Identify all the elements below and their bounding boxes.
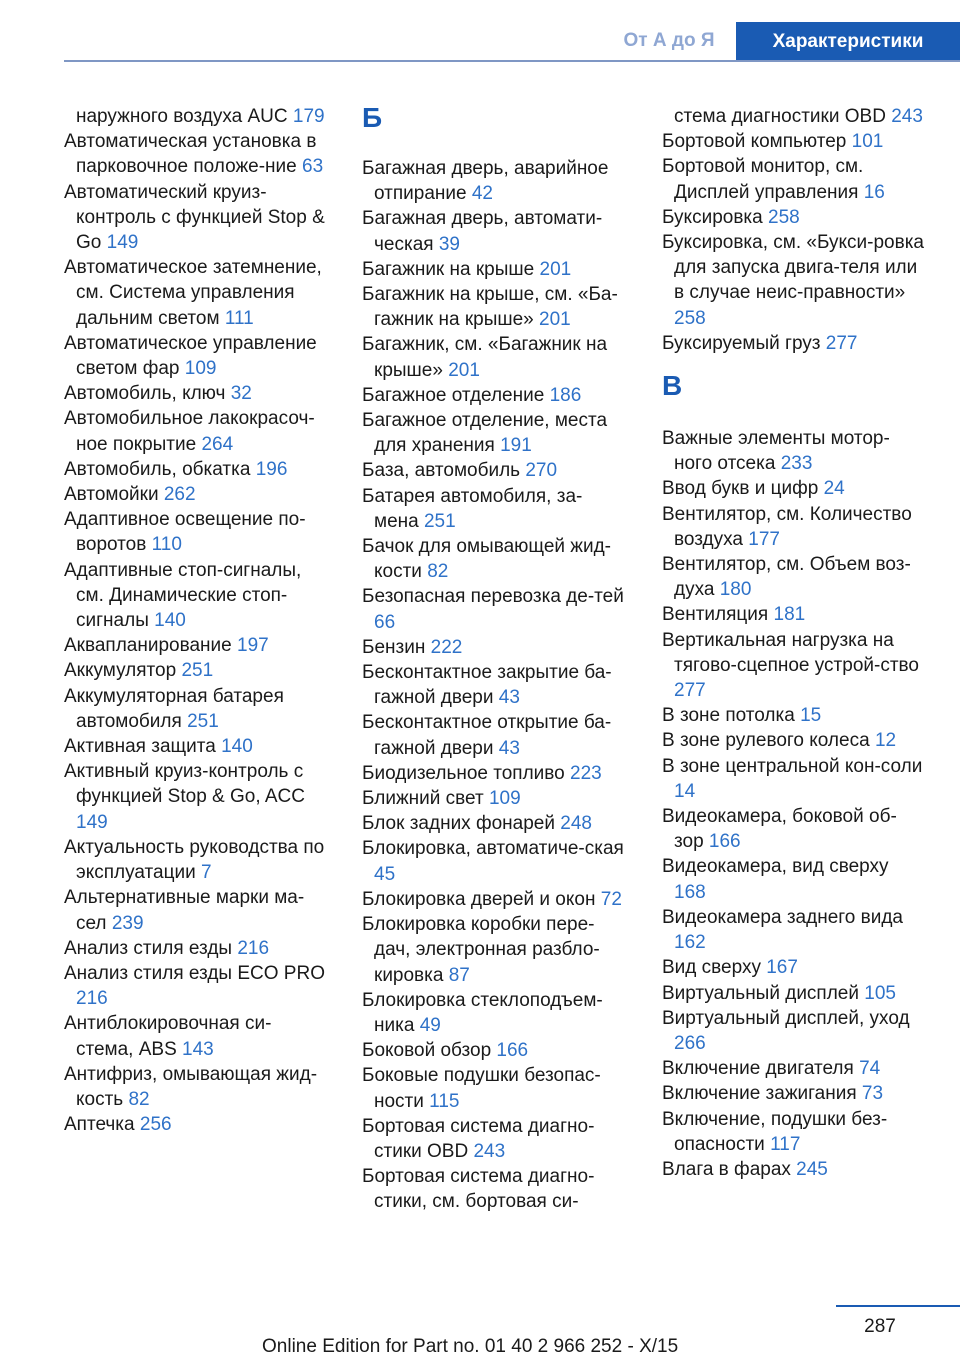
entry-term: Анализ стиля езды ECO PRO [64,962,325,984]
header-divider [64,60,960,62]
index-entry [662,1157,924,1182]
index-entry [662,502,924,552]
index-entry [362,484,624,534]
index-entry [64,558,326,634]
entry-page-link[interactable]: 149 [76,811,108,833]
entry-page-link[interactable]: 63 [302,156,324,178]
entry-term: Виртуальный дисплей, уход [662,1007,910,1029]
entry-term: Боковые подушки безопас-ности [362,1065,601,1112]
entry-term: Видеокамера, вид сверху [662,856,889,878]
entry-page-link[interactable]: 140 [154,610,186,632]
index-entry [64,633,326,658]
index-entry [662,728,924,753]
index-entry [662,955,924,980]
entry-term: В зоне потолка [662,705,795,727]
entry-term: Анализ стиля езды [64,937,233,959]
entry-term: Блокировка коробки пере-дач, электронная разбло-кировка [362,914,600,986]
entry-page-link[interactable]: 256 [139,1114,172,1136]
index-entry [362,1164,624,1214]
entry-term: Автоматическая установка в парковочное положе-ние [64,131,317,178]
entry-page-link[interactable]: 43 [498,687,520,709]
index-column-3 [662,104,924,1182]
section-letter-b: Б [362,102,383,133]
index-entry [662,552,924,602]
index-entry [662,205,924,230]
index-entry [362,458,624,483]
entry-page-link[interactable]: 162 [674,932,706,954]
entry-term: Влага в фарах [662,1158,791,1180]
entry-page-link[interactable]: 110 [151,534,182,556]
entry-page-link[interactable]: 32 [230,383,252,405]
entry-term: Безопасная перевозка де-тей [362,586,624,608]
index-entry [362,383,624,408]
index-entry [64,180,326,256]
entry-page-link[interactable]: 201 [448,359,480,381]
entry-page-link[interactable]: 277 [674,680,706,702]
index-entry [662,905,924,955]
entry-term: Активный круиз-контроль с функцией Stop & Go, ACC [64,761,305,808]
entry-page-link[interactable]: 109 [488,788,521,810]
index-entry [362,660,624,710]
entry-page-link[interactable]: 233 [780,453,813,475]
entry-term: Буксировка, см. «Букси-ровка для запуска двига-теля или в случае неис-правности» [662,232,925,304]
index-entry [662,1107,924,1157]
entry-page-link[interactable]: 277 [825,332,858,354]
entry-page-link[interactable]: 258 [674,307,706,329]
entry-term: Адаптивное освещение по-воротов [64,509,306,556]
index-entry [64,936,326,961]
index-entry [64,381,326,406]
entry-page-link[interactable]: 168 [674,881,706,903]
entry-page-link[interactable]: 14 [674,780,696,802]
entry-page-link[interactable]: 177 [748,528,780,550]
entry-page-link[interactable]: 222 [430,636,463,658]
entry-page-link[interactable]: 239 [111,912,144,934]
entry-term: Буксировка [662,206,763,228]
entry-page-link[interactable]: 166 [496,1040,529,1062]
entry-term: Батарея автомобиля, за-мена [362,485,583,532]
entry-term: Автомобиль, обкатка [64,458,251,480]
entry-page-link[interactable]: 43 [498,737,520,759]
entry-term: Видеокамера, боковой об-зор [662,806,897,853]
entry-page-link[interactable]: 216 [76,988,108,1010]
entry-term: Вертикальная нагрузка на тягово-сцепное устрой-ство [662,629,919,676]
entry-term: Багажник на крыше, см. «Ба-гажник на крыше» [362,284,618,331]
index-entry [362,408,624,458]
index-entry [662,230,924,331]
index-entry [64,658,326,683]
index-entry [662,981,924,1006]
index-entry [662,426,924,476]
entry-term: Видеокамера заднего вида [662,906,903,928]
footer-divider [836,1305,960,1307]
entry-page-link[interactable]: 16 [863,181,885,203]
index-entry [362,710,624,760]
entry-term: Альтернативные марки ма-сел [64,887,305,934]
entry-page-link[interactable]: 105 [864,982,896,1004]
entry-term: Автоматическое затемнение, см. Система управления дальним светом [64,257,322,329]
entry-term: Адаптивные стоп-сигналы, см. Динамические стоп-сигналы [64,559,302,632]
index-entry [662,804,924,854]
entry-term: Бортовая система диагно-стики, см. бортовая си- [362,1166,595,1213]
entry-page-link[interactable]: 179 [292,106,325,127]
index-entry [362,811,624,836]
entry-page-link[interactable]: 191 [500,435,532,457]
entry-page-link[interactable]: 87 [448,964,470,986]
entry-term: Антифриз, омывающая жид-кость [64,1063,318,1110]
entry-page-link[interactable]: 201 [539,258,572,280]
entry-page-link[interactable]: 251 [181,660,214,682]
entry-page-link[interactable]: 201 [539,309,571,331]
index-entry [64,507,326,557]
entry-page-link[interactable]: 82 [128,1088,150,1110]
entry-page-link[interactable]: 166 [708,831,741,853]
page-number: 287 [864,1316,896,1337]
index-entry [64,885,326,935]
index-entry [64,835,326,885]
index-entry [362,988,624,1038]
index-entry [662,129,924,154]
entry-term: В зоне центральной кон-соли [662,755,923,777]
entry-page-link[interactable]: 243 [473,1140,506,1162]
entry-page-link[interactable]: 196 [255,458,288,480]
index-entry [362,761,624,786]
entry-term: Аквапланирование [64,635,232,657]
entry-page-link[interactable]: 15 [800,705,822,727]
entry-page-link[interactable]: 73 [861,1083,884,1105]
index-column-2 [362,104,624,1215]
index-entry [64,482,326,507]
entry-page-link[interactable]: 140 [221,736,253,758]
entry-page-link[interactable]: 243 [891,106,923,127]
index-entry [662,1056,924,1081]
entry-term: Бортовой монитор, см. Дисплей управления [662,156,864,203]
entry-term: Автоматическое управление светом фар [64,332,317,380]
index-entry [362,786,624,811]
entry-term: Багажная дверь, аварийное отпирание [362,158,609,205]
entry-page-link[interactable]: 115 [429,1090,460,1112]
entry-term: Багажное отделение, места для хранения [362,410,608,457]
entry-term: Автомобиль, ключ [64,383,226,405]
entry-term: Важные элементы мотор-ного отсека [662,428,890,475]
entry-page-link[interactable]: 74 [859,1058,881,1080]
index-entry [362,534,624,584]
entry-term: Багажник, см. «Багажник на крыше» [362,334,608,381]
entry-term: Багажник на крыше [362,258,535,280]
entry-term: Ближний свет [362,788,484,810]
page-header [0,0,960,62]
index-entry [662,754,924,804]
entry-page-link[interactable]: 42 [471,183,493,205]
entry-term: стема диагностики OBD [674,106,886,127]
index-entry [64,1112,326,1137]
entry-term: Аккумулятор [64,660,177,682]
edition-footer: Online Edition for Part no. 01 40 2 966 252 - X/15 [262,1336,679,1357]
section-letter-v: В [662,370,683,402]
index-entry [64,1062,326,1112]
index-entry [64,255,326,331]
index-entry [662,854,924,904]
entry-term: Бензин [362,636,426,658]
entry-term: Ввод букв и цифр [662,478,819,500]
entry-term: Блокировка, автоматиче-ская [362,838,624,860]
entry-page-link[interactable]: 7 [200,862,212,884]
index-entry [362,584,624,634]
index-entry [64,457,326,482]
index-entry [64,129,326,179]
entry-term: Вид сверху [662,957,761,979]
entry-page-link[interactable]: 197 [237,635,269,657]
index-entry [362,257,624,282]
entry-term: Активная защита [64,736,216,758]
entry-term: Автоматический круиз-контроль с функцией Stop & Go [64,181,325,254]
entry-term: Блокировка стеклоподъем-ника [362,989,603,1036]
index-entry [362,282,624,332]
index-entry [662,154,924,204]
entry-term: Вентилятор, см. Количество воздуха [662,503,912,550]
entry-term: Включение двигателя [662,1058,854,1080]
entry-term: Буксируемый груз [662,332,821,354]
entry-term: Автомобильное лакокрасоч-ное покрытие [64,408,315,455]
entry-page-link[interactable]: 264 [201,433,234,455]
index-entry [362,1063,624,1113]
entry-page-link[interactable]: 49 [419,1014,441,1036]
entry-term: Блок задних фонарей [362,813,555,835]
entry-page-link[interactable]: 262 [163,484,196,506]
entry-term: Актуальность руководства по эксплуатации [64,836,325,884]
entry-term: Виртуальный дисплей [662,982,859,1004]
entry-page-link[interactable]: 149 [106,232,139,254]
index-entry [362,332,624,382]
entry-page-link[interactable]: 24 [823,478,845,500]
index-entry [662,104,924,129]
entry-term: Бачок для омывающей жид-кости [362,536,612,583]
entry-term: Автомойки [64,484,159,506]
entry-page-link[interactable]: 266 [674,1032,706,1054]
index-entry [662,703,924,728]
index-entry [662,331,924,356]
entry-term: Вентиляция [662,604,769,626]
index-entry [362,635,624,660]
index-entry [662,602,924,627]
entry-term: Включение зажигания [662,1083,857,1105]
entry-term: Аккумуляторная батарея автомобиля [64,685,284,732]
entry-term: Боковой обзор [362,1040,492,1062]
index-entry [64,759,326,835]
entry-term: Антиблокировочная си-стема, ABS [64,1013,272,1060]
entry-page-link[interactable]: 117 [770,1133,801,1155]
entry-page-link[interactable]: 66 [374,611,396,633]
entry-page-link[interactable]: 181 [773,604,806,626]
entry-page-link[interactable]: 101 [851,131,884,153]
index-column-1 [64,104,326,1137]
tab-a-to-z[interactable]: От А до Я [623,30,715,51]
entry-page-link[interactable]: 248 [560,813,592,835]
entry-term: В зоне рулевого колеса [662,730,870,752]
index-entry [662,1006,924,1056]
entry-term: Бортовой компьютер [662,131,847,153]
index-entry [64,104,326,129]
entry-term: Бесконтактное открытие ба-гажной двери [362,712,612,759]
entry-term: Багажное отделение [362,384,545,406]
entry-page-link[interactable]: 45 [374,863,396,885]
index-entry [64,1011,326,1061]
entry-term: Бесконтактное закрытие ба-гажной двери [362,662,612,709]
entry-page-link[interactable]: 180 [719,579,752,601]
entry-term: Багажная дверь, автомати-ческая [362,208,603,255]
index-entry [362,1038,624,1063]
index-entry [64,961,326,1011]
index-entry [64,406,326,456]
entry-page-link[interactable]: 12 [874,730,897,752]
index-entry [362,836,624,886]
entry-page-link[interactable]: 251 [187,710,219,732]
entry-term: Бортовая система диагно-стики OBD [362,1115,595,1162]
index-entry [64,331,326,381]
index-entry [362,206,624,256]
index-entry [64,734,326,759]
index-entry [362,887,624,912]
entry-term: наружного воздуха AUC [76,106,288,127]
entry-page-link[interactable]: 167 [766,957,798,979]
entry-page-link[interactable]: 143 [182,1038,214,1060]
entry-term: Биодизельное топливо [362,762,565,784]
index-entry [662,476,924,501]
entry-page-link[interactable]: 270 [525,460,558,482]
tab-characteristics[interactable]: Характеристики [736,22,960,62]
index-entry [362,156,624,206]
entry-term: Блокировка дверей и окон [362,888,596,910]
entry-term: Вентилятор, см. Объем воз-духа [662,554,911,601]
entry-page-link[interactable]: 82 [427,561,449,583]
index-entry [662,628,924,704]
index-entry [662,1081,924,1106]
entry-page-link[interactable]: 109 [184,358,217,380]
entry-page-link[interactable]: 223 [570,762,602,784]
entry-page-link[interactable]: 186 [549,384,582,406]
index-entry [64,684,326,734]
entry-term: Аптечка [64,1114,135,1136]
entry-term: База, автомобиль [362,460,521,482]
entry-page-link[interactable]: 216 [237,937,270,959]
entry-page-link[interactable]: 111 [224,307,254,329]
entry-page-link[interactable]: 39 [438,233,460,255]
entry-page-link[interactable]: 251 [423,510,456,532]
entry-page-link[interactable]: 258 [768,206,800,228]
entry-term: Включение, подушки без-опасности [662,1108,888,1155]
index-entry [362,1114,624,1164]
entry-page-link[interactable]: 245 [796,1158,828,1180]
entry-page-link[interactable]: 72 [600,888,622,910]
index-entry [362,912,624,988]
